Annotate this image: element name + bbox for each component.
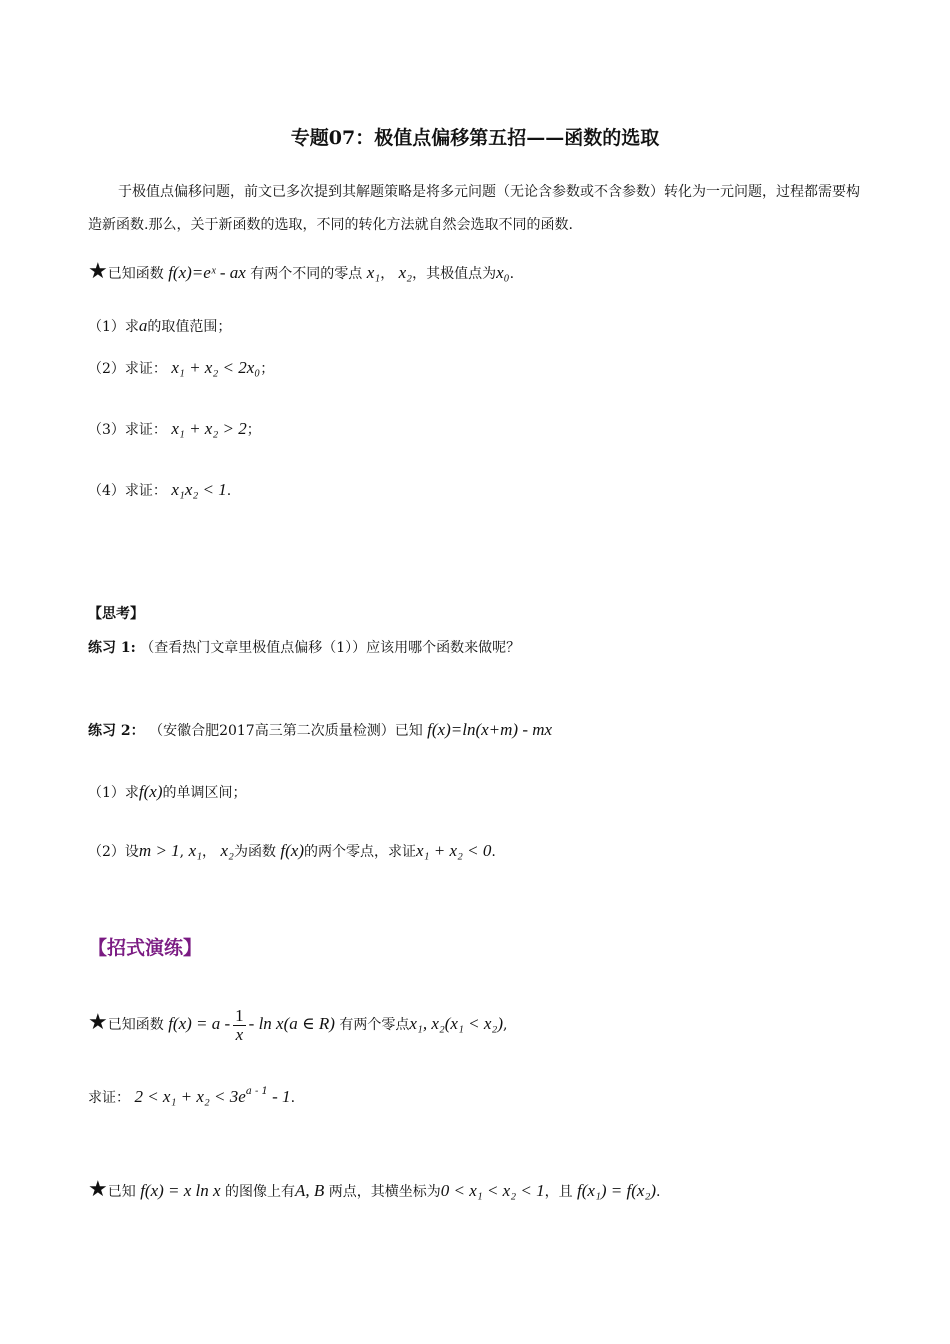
- fraction-denominator: x: [235, 1024, 244, 1044]
- exercise-2-q2-mid2: 的两个零点，求证: [304, 844, 417, 860]
- problem-1-lead: 已知函数: [107, 266, 164, 282]
- star-icon: ★: [88, 1177, 108, 1202]
- question-4: [88, 480, 231, 501]
- think-heading: 【思考】: [88, 606, 144, 622]
- task-1-statement: [88, 1003, 507, 1045]
- task-1-mid: 有两个零点: [339, 1017, 410, 1033]
- comma: ，: [202, 844, 217, 860]
- period: .: [491, 844, 496, 860]
- f-of-x: f(x): [138, 782, 163, 801]
- problem-1-statement: [88, 259, 515, 284]
- period: .: [226, 483, 232, 499]
- exercise-2-question-1: [88, 782, 247, 803]
- x1-var: x₁: [188, 841, 203, 860]
- exponent: a - 1: [245, 1086, 268, 1097]
- exercise-1: [88, 638, 520, 658]
- question-4-label: （4）求证：: [88, 483, 167, 499]
- question-3-expr: x₁ + x₂ > 2: [171, 419, 247, 438]
- exercise-2-q2-mid: 为函数: [233, 844, 276, 860]
- f-of-x: f(x): [280, 841, 305, 860]
- exercise-1-text: （查看热门文章里极值点偏移（1））应该用哪个函数来做呢？: [140, 640, 521, 656]
- intro-paragraph: 于极值点偏移问题，前文已多次提到其解题策略是将多元问题（无论含参数或不含参数）转化为一元问题，过程都需要构造新函数.那么，关于新函数的选取，不同的转化方法就自然会选取不同的函数.: [88, 184, 860, 233]
- star-icon: ★: [88, 259, 108, 284]
- question-3: [88, 419, 261, 440]
- fraction-numerator: 1: [235, 1005, 244, 1025]
- x2-var: x₂: [220, 841, 234, 860]
- exercise-1-label: 练习 1:: [88, 640, 136, 656]
- task-1-proof-label: 求证：: [88, 1090, 130, 1106]
- exercise-2-function: f(x)=ln(x+m) - mx: [427, 720, 553, 739]
- question-1: [88, 316, 231, 337]
- fraction-1-over-x: [233, 1007, 246, 1044]
- problem-1-function: f(x)=eˣ - ax: [168, 263, 246, 282]
- task-2-range: 0 < x₁ < x₂ < 1: [440, 1181, 545, 1200]
- star-icon: ★: [88, 1010, 108, 1035]
- question-4-expr: x₁x₂ < 1: [171, 480, 227, 499]
- exercise-2-q1-label: （1）求: [88, 785, 139, 801]
- question-2: [88, 358, 274, 379]
- section-heading: 【招式演练】: [88, 937, 203, 959]
- task-2-mid3: ，且: [544, 1184, 573, 1200]
- comma: ,: [502, 1017, 508, 1033]
- exercise-2: [88, 720, 552, 741]
- x2-var: x₂: [398, 263, 413, 282]
- task-1-roots: x₁, x₂(x₁ < x₂): [409, 1014, 503, 1033]
- task-1-lead: 已知函数: [107, 1017, 164, 1033]
- task-1-proof-tail: - 1: [267, 1087, 291, 1106]
- question-1-label: （1）求: [88, 319, 139, 335]
- task-2-equation: f(x₁) = f(x₂): [577, 1181, 657, 1200]
- points-a-b: A, B: [295, 1181, 325, 1200]
- comma: ，: [380, 266, 395, 282]
- task-2-mid: 的图像上有: [225, 1184, 296, 1200]
- semicolon: ；: [246, 422, 261, 438]
- semicolon: ；: [260, 361, 275, 377]
- task-2-mid2: 两点，其横坐标为: [328, 1184, 441, 1200]
- exercise-2-label: 练习 2：: [88, 723, 145, 739]
- task-1-proof-expr: 2 < x₁ + x₂ < 3e: [134, 1087, 246, 1106]
- question-1-text: 的取值范围；: [147, 319, 232, 335]
- task-1-rhs: - ln x(a ∈ R): [248, 1014, 335, 1033]
- exercise-2-q1-text: 的单调区间；: [162, 785, 247, 801]
- question-2-expr: x₁ + x₂ < 2x₀: [171, 358, 261, 377]
- a-var: a: [138, 316, 148, 335]
- m-condition: m > 1: [138, 841, 180, 860]
- x1-var: x₁: [366, 263, 381, 282]
- task-2-function: f(x) = x ln x: [140, 1181, 221, 1200]
- x0-var: x₀: [496, 263, 510, 282]
- period: .: [290, 1090, 296, 1106]
- question-2-label: （2）求证：: [88, 361, 167, 377]
- exercise-2-q2-conclusion: x₁ + x₂ < 0: [416, 841, 492, 860]
- exercise-2-text: （安徽合肥2017高三第二次质量检测）已知: [149, 723, 423, 739]
- problem-1-mid: 有两个不同的零点: [250, 266, 363, 282]
- problem-1-tail: ，其极值点为: [412, 266, 497, 282]
- period: .: [509, 266, 515, 282]
- exercise-2-q2-label: （2）设: [88, 844, 139, 860]
- task-2-statement: [88, 1177, 661, 1202]
- comma: ,: [179, 844, 185, 860]
- question-3-label: （3）求证：: [88, 422, 167, 438]
- page-title: 专题07：极值点偏移第五招——函数的选取: [290, 127, 660, 149]
- task-1-proof-line: [88, 1082, 295, 1108]
- task-1-lhs: f(x) = a -: [168, 1014, 231, 1033]
- exercise-2-question-2: [88, 841, 496, 862]
- period: .: [656, 1184, 661, 1200]
- task-2-lead: 已知: [107, 1184, 136, 1200]
